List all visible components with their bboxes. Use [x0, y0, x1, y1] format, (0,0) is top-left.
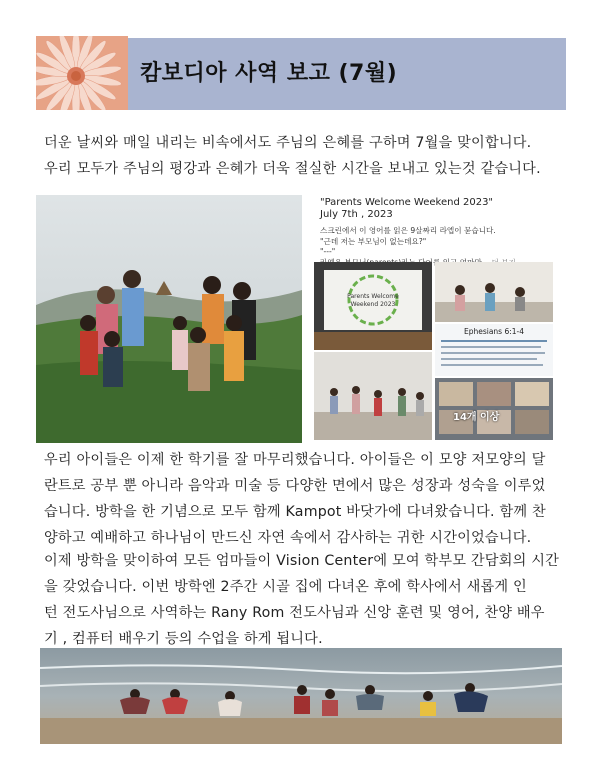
paragraph-line: 기 , 컴퓨터 배우기 등의 수업을 하게 됩니다. [44, 631, 323, 647]
svg-text:Weekend 2023: Weekend 2023 [350, 301, 396, 308]
intro-paragraph [44, 130, 564, 182]
page-title: 캄보디아 사역 보고 (7월) [140, 61, 398, 86]
kids-hall-photo [314, 352, 432, 440]
paragraph-vacation [44, 548, 569, 652]
video-call-photo [435, 378, 553, 440]
paragraph-line: 양하고 예배하고 하나님이 만드신 자연 속에서 감사하는 귀한 시간이었습니다. [44, 530, 532, 546]
collage-body-line: "근데 저는 부모님이 없는데요?" [320, 236, 427, 246]
collage-body-line: "---" [320, 247, 336, 256]
paragraph-line: 을 갖었습니다. 이번 방학엔 2주간 시골 집에 다녀온 후에 학사에서 새롭게 인 [44, 579, 527, 595]
flower-image [36, 36, 128, 110]
paragraph-line: 습니다. 방학을 한 기념으로 모두 함께 Kampot 바닷가에 다녀왔습니다. 함께 찬 [44, 504, 546, 520]
intro-line: 더운 날씨와 매일 내리는 비속에서도 주님의 은혜를 구하며 7월을 맞이합니다. [44, 135, 532, 151]
paragraph-semester [44, 447, 569, 551]
collage-date: July 7th , 2023 [320, 209, 393, 220]
ephesians-title: Ephesians 6:1-4 [463, 327, 525, 336]
collage-title: "Parents Welcome Weekend 2023" [320, 197, 494, 208]
ephesians-slide [435, 324, 553, 376]
family-photo [36, 195, 302, 443]
paragraph-line: 우리 아이들은 이제 한 학기를 잘 마무리했습니다. 아이들은 이 모양 저모양의 달 [44, 452, 546, 468]
screen-text: Parents Welcome [347, 293, 399, 300]
screen-photo [314, 262, 432, 350]
more-count-label: 14개 이상 [453, 412, 500, 423]
party-photo [435, 262, 553, 322]
beach-photo [40, 648, 562, 744]
paragraph-line: 이제 방학을 맞이하여 모든 엄마들이 Vision Center에 모여 학부모 간담회의 시간 [44, 553, 560, 569]
collage-caption [320, 196, 562, 268]
paragraph-line: 턴 전도사님으로 사역하는 Rany Rom 전도사님과 신앙 훈련 및 영어, 찬양 배우 [44, 605, 545, 621]
paragraph-line: 란트로 공부 뿐 아니라 음악과 미술 등 다양한 면에서 많은 성장과 성숙을 이루었 [44, 478, 546, 494]
intro-line: 우리 모두가 주님의 평강과 은혜가 더욱 절실한 시간을 보내고 있는것 같습니다. [44, 161, 541, 177]
collage-body-line: 스크린에서 이 영어를 읽은 9살짜리 라엡이 묻습니다. [320, 226, 496, 235]
